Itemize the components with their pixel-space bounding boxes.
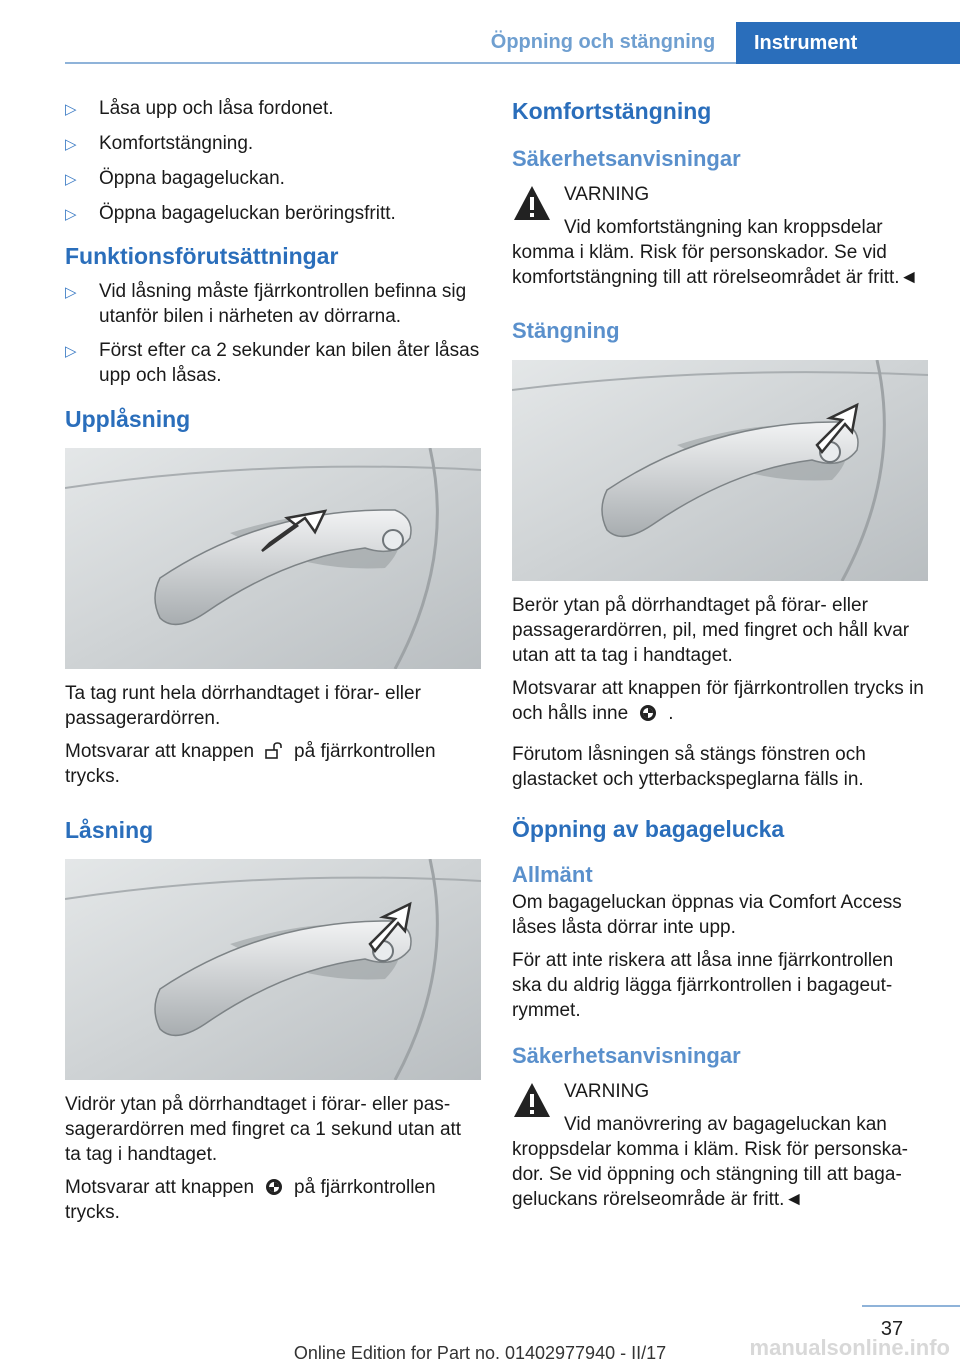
general-paragraph-2: För att inte riskera att låsa inne fjärrkontrollen ska du aldrig lägga fjärrkontrollen i bagageutrymmet. <box>512 950 894 1021</box>
door-handle-illustration <box>512 360 928 581</box>
lock-paragraph-2: Motsvarar att knappen på fjärrkontrollen trycks. <box>65 1177 436 1223</box>
footer-rule <box>862 1305 960 1307</box>
list-item: ▷ Öppna bagageluckan. <box>65 166 481 192</box>
heading-comfort-closing: Komfortstängning <box>512 98 712 124</box>
heading-trunk-opening: Öppning av bagagelucka <box>512 816 785 842</box>
door-handle-closing-image <box>512 360 928 581</box>
warning-triangle-icon <box>512 1081 552 1119</box>
door-handle-illustration <box>65 448 481 669</box>
bmw-roundel-icon <box>634 704 662 722</box>
closing-paragraph-1: Berör ytan på dörrhandtaget på förar- eller passagerardörren, pil, med fingret och håll kvar utan att ta tag i handtaget. <box>512 595 910 666</box>
list-item: ▷ Öppna bagageluckan beröringsfritt. <box>65 201 481 227</box>
left-column <box>65 96 481 1225</box>
list-item: ▷ Först efter ca 2 sekunder kan bilen åter låsas upp och låsas. <box>65 340 480 386</box>
heading-locking: Låsning <box>65 817 154 843</box>
triangle-right-icon: ▷ <box>65 136 77 153</box>
header-chapter-tab[interactable]: Instrument <box>736 22 960 64</box>
warning-block-2: VARNING Vid manövrering av bagageluckan kan kroppsdelar komma i kläm. Risk för personskador. Se vid öppning och stängning till att bagageluckans rörelseområde är fritt.◄ <box>512 1079 928 1212</box>
door-handle-lock-image <box>65 859 481 1080</box>
warning-triangle-icon <box>512 184 552 222</box>
list-item: ▷ Låsa upp och låsa fordonet. <box>65 96 481 122</box>
door-handle-illustration <box>65 859 481 1080</box>
list-item: ▷ Vid låsning måste fjärrkontrollen befinna sig utanför bilen i närheten av dörrarna. <box>65 281 467 327</box>
lock-paragraph-1: Vidrör ytan på dörrhandtaget i förar- eller passagerardörren med fingret ca 1 sekund utan att ta tag i handtaget. <box>65 1094 462 1165</box>
unlock-padlock-icon <box>260 742 288 760</box>
general-paragraph-1: Om bagageluckan öppnas via Comfort Access låses låsta dörrar inte upp. <box>512 892 902 938</box>
triangle-right-icon: ▷ <box>65 171 77 188</box>
triangle-right-icon: ▷ <box>65 284 77 301</box>
triangle-right-icon: ▷ <box>65 343 77 360</box>
heading-function-requirements: Funktionsförutsättningar <box>65 243 339 269</box>
heading-general: Allmänt <box>512 862 593 887</box>
unlock-paragraph-2: Motsvarar att knappen på fjärrkontrollen trycks. <box>65 741 436 787</box>
door-handle-unlock-image <box>65 448 481 669</box>
warning-block-1: VARNING Vid komfortstängning kan kroppsdelar komma i kläm. Risk för personskador. Se vid komfortstängning till att rörelseområdet är fritt.◄ <box>512 182 928 290</box>
heading-closing: Stängning <box>512 318 620 343</box>
list-item: ▷ Komfortstängning. <box>65 131 481 157</box>
page-number: 37 <box>880 1318 904 1340</box>
heading-unlocking: Upplåsning <box>65 406 191 432</box>
header-section-title: Öppning och stängning <box>470 22 736 62</box>
closing-paragraph-3: Förutom låsningen så stängs fönstren och glastacket och ytterbackspeglarna fälls in. <box>512 744 866 790</box>
bmw-roundel-icon <box>260 1178 288 1196</box>
heading-safety-2: Säkerhetsanvisningar <box>512 1043 741 1068</box>
edition-line: Online Edition for Part no. 01402977940 - II/17 <box>293 1343 667 1362</box>
unlock-paragraph-1: Ta tag runt hela dörrhandtaget i förar- eller passagerardörren. <box>65 683 421 729</box>
heading-safety-1: Säkerhetsanvisningar <box>512 146 741 171</box>
warning-title: VARNING <box>564 184 650 205</box>
warning-title: VARNING <box>564 1081 650 1102</box>
watermark: manualsonline.info <box>749 1335 950 1360</box>
right-column <box>512 96 928 1212</box>
closing-paragraph-2: Motsvarar att knappen för fjärrkontrollen trycks in och hålls inne . <box>512 678 924 724</box>
triangle-right-icon: ▷ <box>65 206 77 223</box>
triangle-right-icon: ▷ <box>65 101 77 118</box>
